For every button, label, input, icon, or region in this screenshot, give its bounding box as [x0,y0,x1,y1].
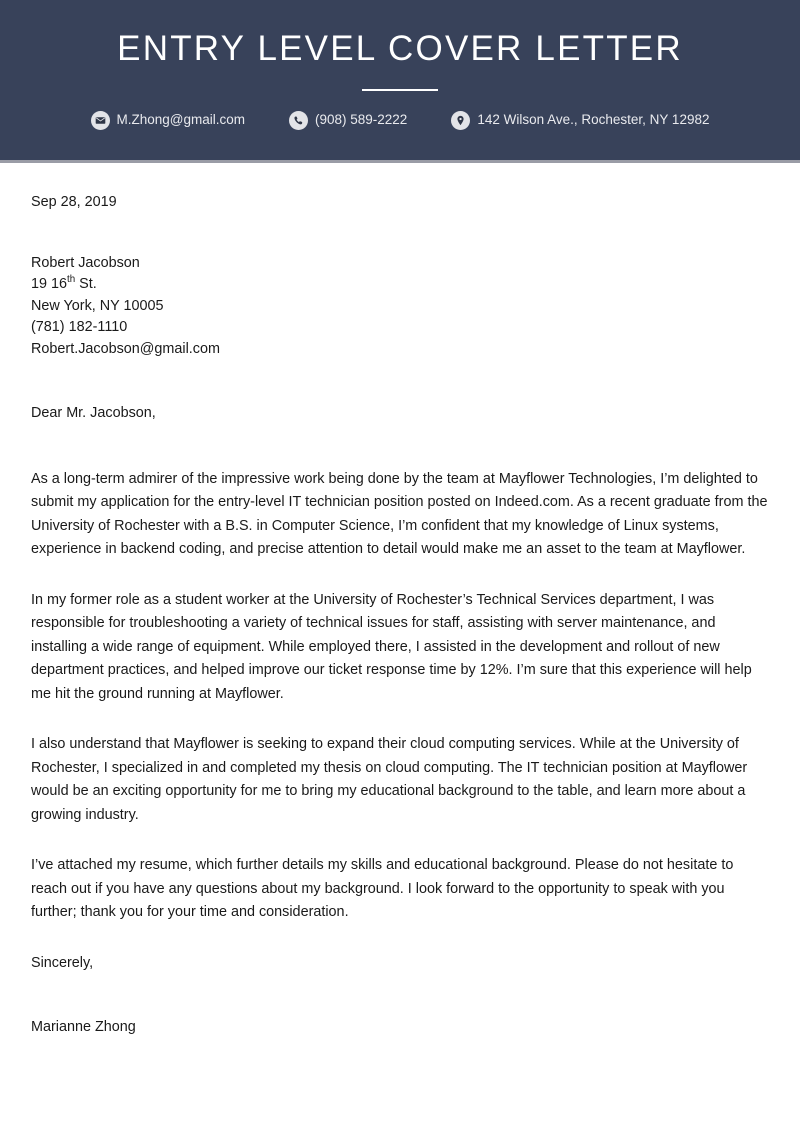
recipient-block [31,253,768,361]
body-paragraph: I also understand that Mayflower is seeking to expand their cloud computing services. While at the University of Rochester, I specialized in and completed my thesis on cloud computing. The IT technician position at Mayflower would be an exciting opportunity for me to bring my educational background to the table, and learn more about a growing industry. [31,736,748,823]
recipient-email: Robert.Jacobson@gmail.com [31,340,220,357]
recipient-street-suffix: th [67,274,76,286]
salutation: Dear Mr. Jacobson, [31,405,156,421]
contact-item-phone[interactable] [289,111,407,130]
recipient-phone: (781) 182-1110 [31,319,128,335]
location-pin-icon [451,111,470,130]
phone-icon [289,111,308,130]
body-paragraph: I’ve attached my resume, which further details my skills and educational background. Please do not hesitate to reach out if you have any questions about my background. I look forward to the opportunity to speak with you further; thank you for your time and consideration. [31,857,734,920]
letter-body [0,163,800,1040]
recipient-street [31,274,768,296]
recipient-city-state-zip: New York, NY 10005 [31,297,164,314]
document-header [0,0,800,163]
contact-item-email[interactable] [91,111,246,130]
recipient-street-name: St. [75,276,97,292]
page-title: ENTRY LEVEL COVER LETTER [117,29,683,68]
letter-date: Sep 28, 2019 [31,194,117,210]
contact-row [0,111,800,130]
contact-address-label: 142 Wilson Ave., Rochester, NY 12982 [477,112,710,128]
contact-email-label: M.Zhong@gmail.com [116,112,245,128]
body-paragraph: As a long-term admirer of the impressive work being done by the team at Mayflower Technologies, I’m delighted to submit my application for the entry-level IT technician position posted on Indeed.com. As a recent graduate from the University of Rochester with a B.S. in Computer Science, I’m confident that my knowledge of Linux systems, experience in backend coding, and precise attention to detail would make me an asset to the team at Mayflower. [31,470,768,557]
closing-line: Sincerely, [31,954,94,971]
contact-item-address[interactable] [451,111,709,130]
contact-phone-label: (908) 589-2222 [315,112,408,128]
title-divider [362,89,438,91]
recipient-name: Robert Jacobson [31,254,140,271]
body-paragraph: In my former role as a student worker at the University of Rochester’s Technical Services department, I was responsible for troubleshooting a variety of technical issues for staff, assisting with server maintenance, and installing a wide range of equipment. While employed there, I assisted in the development and rollout of new department practices, and helped improve our ticket response time by 12%. I’m sure that this experience will help me hit the ground running at Mayflower. [31,591,752,702]
recipient-street-number: 19 16 [31,276,68,292]
envelope-icon [91,111,110,130]
signer-name: Marianne Zhong [31,1019,136,1035]
